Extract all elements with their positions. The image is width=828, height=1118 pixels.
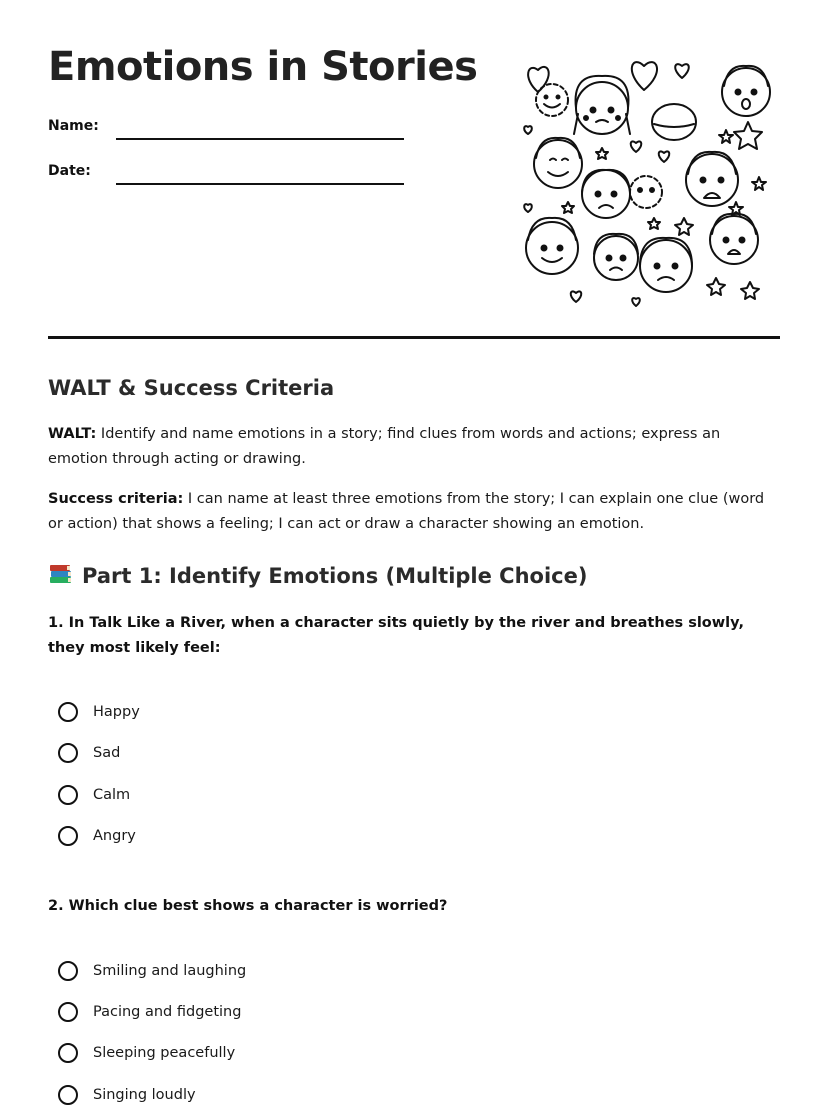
- question-2-option-2[interactable]: [58, 1000, 241, 1024]
- question-2-option-4[interactable]: [58, 1083, 196, 1107]
- small-smiley: [536, 84, 568, 116]
- success-criteria-text: I can name at least three emotions from the story; I can explain one clue (word or action) that shows a feeling; I can act or draw a character showing an emotion.: [48, 491, 765, 532]
- walt-heading: WALT & Success Criteria: [48, 376, 335, 400]
- girl-face: [574, 76, 630, 134]
- part1-heading-text: Part 1: Identify Emotions (Multiple Choice): [82, 564, 588, 588]
- question-1-option-1[interactable]: [58, 700, 140, 724]
- heart-doodles: [524, 62, 689, 306]
- success-criteria-paragraph: [48, 487, 780, 537]
- worksheet-title: Emotions in Stories: [48, 44, 478, 90]
- success-criteria-label: Success criteria:: [48, 491, 184, 507]
- books-icon: [48, 562, 74, 591]
- radio-button[interactable]: [58, 702, 78, 722]
- emotion-faces-illustration: [516, 52, 778, 314]
- radio-button[interactable]: [58, 1085, 78, 1105]
- radio-button[interactable]: [58, 1043, 78, 1063]
- question-1-option-2[interactable]: [58, 741, 120, 765]
- option-label: Smiling and laughing: [93, 963, 247, 979]
- star-doodles: [562, 122, 766, 299]
- question-1-option-4[interactable]: [58, 824, 136, 848]
- radio-button[interactable]: [58, 1002, 78, 1022]
- question-2-option-3[interactable]: [58, 1041, 235, 1065]
- question-2-option-1[interactable]: [58, 959, 246, 983]
- crying-boy-face: [686, 152, 738, 206]
- upset-girl-face: [640, 238, 692, 292]
- worksheet-page: [48, 0, 780, 1118]
- part1-heading: [48, 562, 587, 591]
- option-label: Sleeping peacefully: [93, 1045, 236, 1061]
- happy-boy-face: [534, 138, 582, 188]
- frowning-kid-face: [594, 234, 638, 280]
- option-label: Pacing and fidgeting: [93, 1004, 242, 1020]
- worried-kid-face: [710, 214, 758, 264]
- option-label: Happy: [93, 704, 140, 720]
- cloud-face: [652, 104, 696, 140]
- date-line[interactable]: [116, 183, 404, 185]
- radio-button[interactable]: [58, 743, 78, 763]
- walt-label: WALT:: [48, 426, 97, 442]
- name-line[interactable]: [116, 138, 404, 140]
- cheerful-boy-face: [526, 218, 578, 274]
- radio-button[interactable]: [58, 961, 78, 981]
- option-label: Singing loudly: [93, 1087, 196, 1103]
- dotted-face: [630, 176, 662, 208]
- date-label: Date:: [48, 163, 91, 179]
- radio-button[interactable]: [58, 826, 78, 846]
- sad-girl-face: [582, 170, 630, 218]
- walt-paragraph: [48, 422, 780, 472]
- question-1-text: 1. In Talk Like a River, when a character sits quietly by the river and breathes slowly, they most likely feel:: [48, 615, 744, 656]
- question-2-text: 2. Which clue best shows a character is worried?: [48, 898, 448, 914]
- radio-button[interactable]: [58, 785, 78, 805]
- option-label: Angry: [93, 828, 136, 844]
- walt-text: Identify and name emotions in a story; find clues from words and actions; express an emotion through acting or drawing.: [48, 426, 721, 467]
- option-label: Calm: [93, 787, 131, 803]
- name-label: Name:: [48, 118, 99, 134]
- surprised-boy-face: [722, 66, 770, 116]
- header-divider: [48, 336, 780, 339]
- question-1-option-3[interactable]: [58, 783, 130, 807]
- option-label: Sad: [93, 745, 121, 761]
